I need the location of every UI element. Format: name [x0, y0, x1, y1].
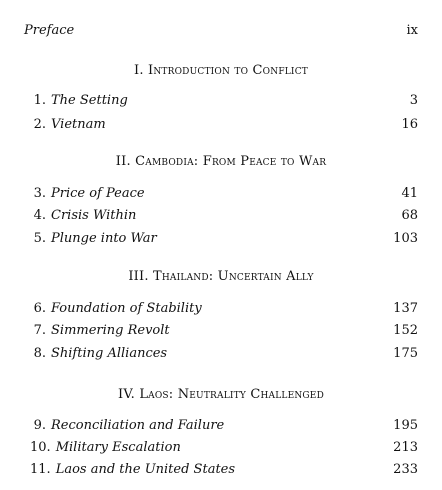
entry-page: 152 [393, 323, 418, 338]
entry-number: 5. [33, 231, 46, 246]
entry-title: Price of Peace [51, 186, 145, 201]
entry-number: 9. [33, 418, 46, 433]
entry-page: 233 [393, 462, 418, 477]
part-heading: IV. Laos: Neutrality Challenged [118, 387, 324, 402]
entry-page: ix [406, 23, 418, 38]
toc-entry-preface [24, 21, 418, 41]
entry-title: Crisis Within [51, 208, 137, 223]
toc-entry [30, 184, 418, 204]
toc-entry [30, 344, 418, 364]
toc-entry [30, 115, 418, 135]
entry-number: 6. [33, 301, 46, 316]
entry-title: The Setting [51, 93, 128, 108]
entry-page: 103 [393, 231, 418, 246]
entry-page: 16 [401, 117, 418, 132]
entry-title: Shifting Alliances [51, 346, 168, 361]
entry-number: 3. [33, 186, 46, 201]
part-heading: I. Introduction to Conflict [134, 63, 308, 78]
entry-page: 41 [401, 186, 418, 201]
part-heading: III. Thailand: Uncertain Ally [128, 269, 314, 284]
entry-title: Preface [24, 23, 75, 38]
entry-number: 11. [30, 462, 51, 477]
entry-page: 3 [409, 93, 418, 108]
entry-page: 175 [393, 346, 418, 361]
entry-page: 137 [393, 301, 418, 316]
toc-entry [30, 91, 418, 111]
toc-entry [30, 460, 418, 480]
entry-page: 68 [401, 208, 418, 223]
toc-entry [30, 321, 418, 341]
entry-page: 213 [393, 440, 418, 455]
entry-page: 195 [393, 418, 418, 433]
entry-title: Laos and the United States [55, 462, 236, 477]
part-heading: II. Cambodia: From Peace to War [115, 154, 327, 169]
toc-entry [30, 229, 418, 249]
entry-number: 8. [33, 346, 46, 361]
entry-number: 10. [30, 440, 51, 455]
entry-title: Simmering Revolt [51, 323, 170, 338]
entry-number: 7. [33, 323, 46, 338]
entry-title: Vietnam [51, 117, 106, 132]
entry-title: Military Escalation [55, 440, 181, 455]
entry-title: Foundation of Stability [51, 301, 202, 316]
entry-title: Reconciliation and Failure [51, 418, 225, 433]
toc-entry [30, 416, 418, 436]
entry-number: 4. [33, 208, 46, 223]
entry-number: 1. [33, 93, 46, 108]
entry-number: 2. [33, 117, 46, 132]
toc-entry [30, 299, 418, 319]
entry-title: Plunge into War [51, 231, 157, 246]
toc-entry [30, 438, 418, 458]
toc-entry [30, 206, 418, 226]
